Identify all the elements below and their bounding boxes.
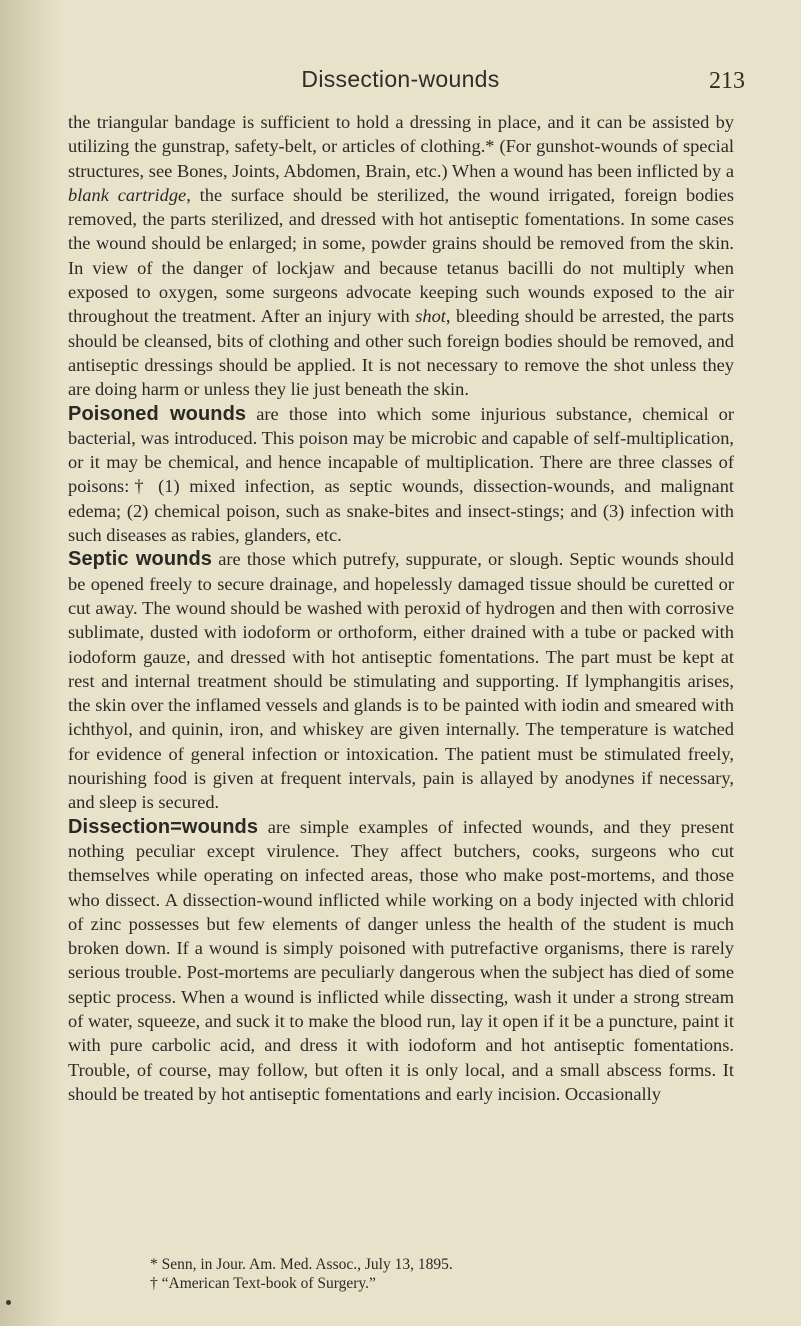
footnote-american-textbook: † “American Text-book of Surgery.” bbox=[150, 1275, 376, 1292]
running-title: Dissection-wounds bbox=[301, 66, 500, 92]
paragraph-text: are those which putrefy, suppurate, or slough. Septic wounds should be opened freely to secure drainage, and hopelessly damaged tissue should be curetted or cut away. The wound should be washed with peroxid of hydrogen and then with corrosive sublimate, dusted with iodoform or orthoform, either drained with a tube or packed with iodoform gauze, and dressed with hot antiseptic fomentations. The part must be kept at rest and internal treatment should be stimulating and supporting. If lymphangitis arises, the skin over the inflamed vessels and glands is to be painted with iodin and smeared with ichthyol, and quinin, iron, and whiskey are given internally. The temperature is watched for evidence of general infection or intoxication. The patient must be stimulated freely, nourishing food is given at frequent intervals, pain is allayed by anodynes if necessary, and sleep is secured. bbox=[68, 549, 734, 813]
heading-septic-wounds: Septic wounds bbox=[68, 548, 213, 571]
heading-dissection-wounds: Dissection=wounds bbox=[68, 815, 259, 838]
heading-poisoned-wounds: Poisoned wounds bbox=[68, 402, 247, 425]
page-number: 213 bbox=[709, 68, 745, 94]
page-gutter-shadow bbox=[0, 0, 60, 1326]
paragraph-text: are simple examples of infected wounds, and they present nothing peculiar except virulence. They affect butchers, cooks, surgeons who cut themselves while operating on infected areas, those who make post-mortems, and those who dissect. A dissection-wound inflicted while working on a body injected with chlorid of zinc possesses but few elements of danger unless the health of the student is much broken down. If a wound is simply poisoned with putrefactive organisms, there is rarely serious trouble. Post-mortems are peculiarly dangerous when the subject has died of some septic process. When a wound is inflicted while dissecting, wash it under a strong stream of water, squeeze, and suck it to make the blood run, lay it open if it be a puncture, paint it with pure carbolic acid, and dress it with iodoform and hot antiseptic fomentations. Trouble, of course, may follow, but often it is only local, and a small abscess forms. It should be treated by hot antiseptic fomentations and early incision. Occasionally bbox=[68, 816, 734, 1104]
footnotes bbox=[150, 1255, 710, 1293]
paragraph-dissection-wounds bbox=[68, 815, 734, 1107]
paragraph-text: the triangular bandage is sufficient to hold a dressing in place, and it can be assisted by utilizing the gunstrap, safety-belt, or articles of clothing.* (For gunshot-wounds of special structures, see Bones, Joints, Abdomen, Brain, etc.) When a wound has been inflicted by a bbox=[68, 112, 734, 181]
paragraph-poisoned-wounds bbox=[68, 402, 734, 548]
margin-dot-mark bbox=[6, 1300, 11, 1305]
italic-term-blank-cartridge: blank cartridge bbox=[68, 184, 187, 205]
paragraph-text: , the surface should be sterilized, the wound irrigated, foreign bodies removed, the parts sterilized, and dressed with hot antiseptic fomentations. In some cases the wound should be enlarged; in some, powder grains should be removed from the skin. In view of the danger of lockjaw and because tetanus bacilli do not multiply when exposed to oxygen, some surgeons advocate keeping such wounds exposed to the air throughout the treatment. After an injury with bbox=[68, 184, 735, 327]
page-header bbox=[0, 66, 801, 100]
paragraph-text: are those into which some injurious substance, chemical or bacterial, was introduced. This poison may be microbic and capable of self-multiplication, or it may be chemical, and hence incapable of multiplication. There are three classes of poisons:† (1) mixed infection, as septic wounds, dissection-wounds, and malignant edema; (2) chemical poison, such as snake-bites and insect-stings; and (3) infection with such diseases as rabies, glanders, etc. bbox=[68, 403, 734, 546]
paragraph-septic-wounds bbox=[68, 547, 734, 814]
paragraph-text: , bleeding should be arrested, the parts should be cleansed, bits of clothing and other such foreign bodies should be removed, and antiseptic dressings should be applied. It is not necessary to remove the shot unless they are doing harm or unless they lie just beneath the skin. bbox=[68, 306, 734, 400]
body-text bbox=[68, 110, 734, 1106]
italic-term-shot: shot bbox=[415, 306, 446, 327]
paragraph-gunshot-wounds bbox=[68, 110, 734, 402]
footnote-senn: * Senn, in Jour. Am. Med. Assoc., July 13, 1895. bbox=[150, 1256, 453, 1273]
